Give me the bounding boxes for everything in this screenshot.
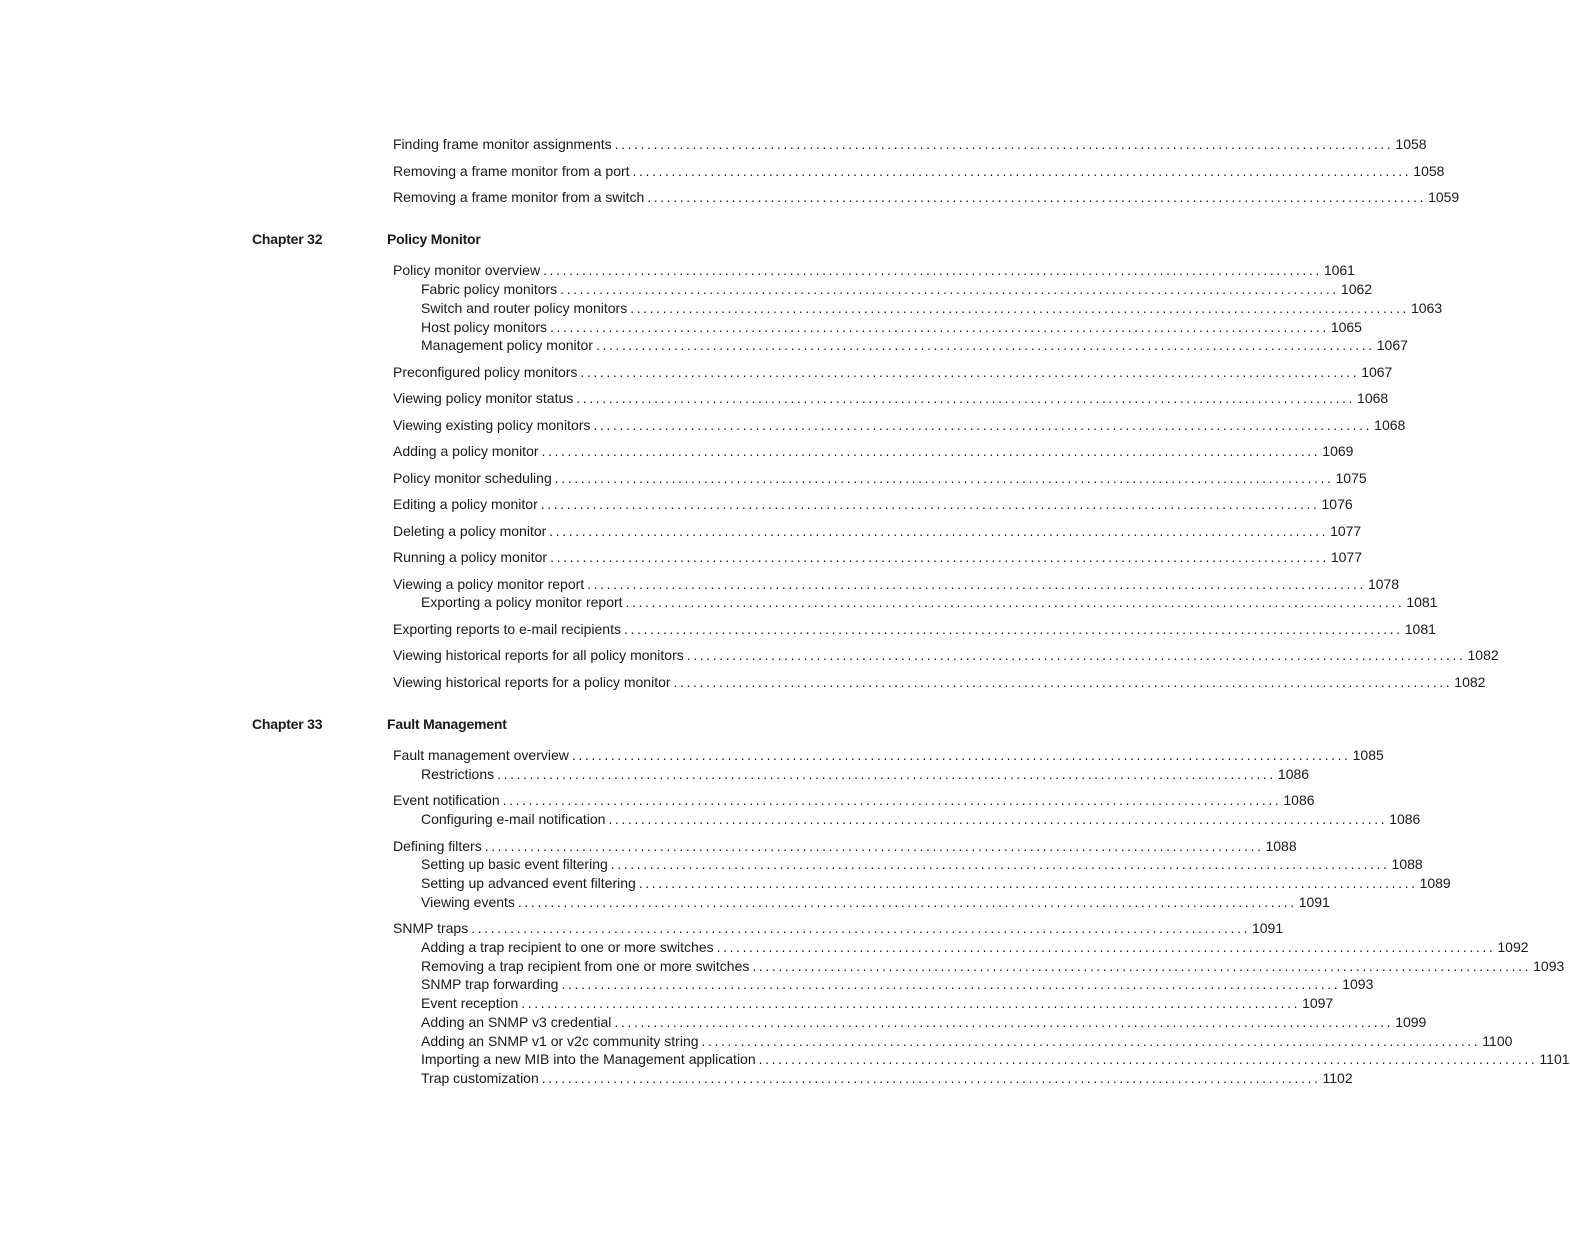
toc-entry-page: 1086 xyxy=(1389,811,1421,827)
toc-entry-title: SNMP trap forwarding xyxy=(421,976,559,992)
chapter-heading xyxy=(252,231,852,251)
toc-subentry[interactable] xyxy=(421,975,1374,993)
toc-leader-dots: ........................................................................................................................ xyxy=(608,811,1388,827)
toc-subentry[interactable] xyxy=(421,1050,1570,1068)
toc-subentry[interactable] xyxy=(421,1013,1427,1031)
toc-entry-page: 1076 xyxy=(1321,496,1353,512)
toc-leader-dots: ........................................................................................................................ xyxy=(752,958,1532,974)
toc-entry-page: 1088 xyxy=(1265,838,1297,854)
toc-entry-page: 1088 xyxy=(1391,856,1423,872)
toc-entry[interactable] xyxy=(393,646,1499,664)
toc-entry-title: Setting up advanced event filtering xyxy=(421,875,636,891)
toc-entry-title: Adding an SNMP v1 or v2c community string xyxy=(421,1033,699,1049)
toc-entry[interactable] xyxy=(393,442,1354,460)
toc-leader-dots: ........................................................................................................................ xyxy=(758,1051,1538,1067)
toc-entry-title: Restrictions xyxy=(421,766,495,782)
toc-entry-page: 1091 xyxy=(1298,894,1330,910)
toc-entry-title: Viewing existing policy monitors xyxy=(393,417,591,433)
toc-entry-page: 1059 xyxy=(1428,189,1460,205)
toc-leader-dots: ........................................................................................................................ xyxy=(630,300,1409,316)
toc-leader-dots: ........................................................................................................................ xyxy=(595,337,1375,353)
toc-entry[interactable] xyxy=(393,837,1297,855)
toc-entry-page: 1089 xyxy=(1419,875,1451,891)
toc-leader-dots: ........................................................................................................................ xyxy=(541,443,1321,459)
toc-entry-page: 1065 xyxy=(1330,319,1362,335)
toc-entry-page: 1092 xyxy=(1497,939,1529,955)
chapter-title: Policy Monitor xyxy=(387,231,481,247)
toc-entry-page: 1091 xyxy=(1251,920,1284,936)
toc-entry-title: Fault management overview xyxy=(393,747,569,763)
toc-leader-dots: ........................................................................................................................ xyxy=(647,189,1427,205)
toc-entry-title: Switch and router policy monitors xyxy=(421,300,628,316)
toc-entry-page: 1062 xyxy=(1340,281,1373,297)
toc-leader-dots: ........................................................................................................................ xyxy=(541,1070,1321,1086)
toc-entry-page: 1100 xyxy=(1482,1033,1513,1049)
toc-leader-dots: ........................................................................................................................ xyxy=(561,976,1341,992)
chapter-number: Chapter 32 xyxy=(252,231,323,247)
toc-entry[interactable] xyxy=(393,188,1460,206)
toc-leader-dots: ........................................................................................................................ xyxy=(716,939,1496,955)
toc-entry-title: Adding a trap recipient to one or more switches xyxy=(421,939,714,955)
toc-entry-title: Importing a new MIB into the Management application xyxy=(421,1051,756,1067)
toc-leader-dots: ........................................................................................................................ xyxy=(610,856,1390,872)
toc-entry-page: 1068 xyxy=(1357,390,1389,406)
toc-subentry[interactable] xyxy=(421,280,1373,298)
toc-entry-page: 1077 xyxy=(1330,523,1362,539)
toc-leader-dots: ........................................................................................................................ xyxy=(638,875,1418,891)
toc-leader-dots: ........................................................................................................................ xyxy=(560,281,1339,297)
toc-entry-title: Removing a trap recipient from one or more switches xyxy=(421,958,750,974)
toc-leader-dots: ........................................................................................................................ xyxy=(521,995,1301,1011)
toc-leader-dots: ........................................................................................................................ xyxy=(471,920,1250,936)
toc-entry-page: 1058 xyxy=(1395,136,1427,152)
toc-entry-title: Management policy monitor xyxy=(421,337,593,353)
toc-leader-dots: ........................................................................................................................ xyxy=(673,674,1453,690)
toc-subentry[interactable] xyxy=(421,855,1423,873)
toc-entry-page: 1061 xyxy=(1323,262,1355,278)
toc-subentry[interactable] xyxy=(421,938,1529,956)
toc-subentry[interactable] xyxy=(421,318,1362,336)
chapter-heading xyxy=(252,716,852,736)
toc-entry-title: Exporting reports to e-mail recipients xyxy=(393,621,621,637)
toc-leader-dots: ........................................................................................................................ xyxy=(571,747,1351,763)
toc-subentry[interactable] xyxy=(421,893,1330,911)
toc-subentry[interactable] xyxy=(421,593,1438,611)
toc-entry-title: Removing a frame monitor from a switch xyxy=(393,189,645,205)
toc-entry-page: 1081 xyxy=(1406,594,1438,610)
toc-entry-page: 1085 xyxy=(1352,747,1384,763)
toc-entry-title: Policy monitor overview xyxy=(393,262,541,278)
toc-leader-dots: ........................................................................................................................ xyxy=(593,417,1373,433)
toc-entry-title: Adding an SNMP v3 credential xyxy=(421,1014,612,1030)
toc-entry-title: Setting up basic event filtering xyxy=(421,856,608,872)
toc-entry-title: Viewing historical reports for a policy monitor xyxy=(393,674,671,690)
toc-entry[interactable] xyxy=(393,389,1389,407)
toc-entry-page: 1077 xyxy=(1330,549,1363,565)
toc-entry[interactable] xyxy=(393,575,1400,593)
toc-entry[interactable] xyxy=(393,495,1353,513)
toc-entry-title: Removing a frame monitor from a port xyxy=(393,163,630,179)
toc-entry-title: Defining filters xyxy=(393,838,482,854)
toc-entry[interactable] xyxy=(393,746,1384,764)
toc-entry-title: Trap customization xyxy=(421,1070,539,1086)
toc-entry-page: 1099 xyxy=(1395,1014,1427,1030)
toc-subentry[interactable] xyxy=(421,810,1421,828)
toc-entry-title: Viewing policy monitor status xyxy=(393,390,574,406)
toc-leader-dots: ........................................................................................................................ xyxy=(587,576,1366,592)
toc-leader-dots: ........................................................................................................................ xyxy=(686,647,1466,663)
toc-subentry[interactable] xyxy=(421,874,1451,892)
toc-entry-page: 1067 xyxy=(1361,364,1393,380)
toc-entry[interactable] xyxy=(393,791,1315,809)
toc-entry-title: Viewing events xyxy=(421,894,515,910)
toc-entry[interactable] xyxy=(393,620,1436,638)
toc-leader-dots: ........................................................................................................................ xyxy=(614,1014,1394,1030)
toc-leader-dots: ........................................................................................................................ xyxy=(632,163,1412,179)
toc-entry-title: Configuring e-mail notification xyxy=(421,811,606,827)
toc-leader-dots: ........................................................................................................................ xyxy=(497,766,1276,782)
toc-subentry[interactable] xyxy=(421,1032,1513,1050)
toc-leader-dots: ........................................................................................................................ xyxy=(502,792,1282,808)
toc-entry-page: 1082 xyxy=(1467,647,1499,663)
toc-entry-page: 1102 xyxy=(1322,1070,1353,1086)
toc-leader-dots: ........................................................................................................................ xyxy=(517,894,1297,910)
toc-entry-page: 1093 xyxy=(1342,976,1374,992)
toc-entry[interactable] xyxy=(393,261,1355,279)
toc-subentry[interactable] xyxy=(421,957,1565,975)
toc-entry[interactable] xyxy=(393,919,1284,937)
toc-entry[interactable] xyxy=(393,469,1367,487)
toc-entry[interactable] xyxy=(393,416,1406,434)
toc-entry-page: 1078 xyxy=(1367,576,1400,592)
toc-entry[interactable] xyxy=(393,673,1486,691)
toc-leader-dots: ........................................................................................................................ xyxy=(550,319,1329,335)
toc-entry-title: Running a policy monitor xyxy=(393,549,548,565)
toc-leader-dots: ........................................................................................................................ xyxy=(550,549,1329,565)
toc-leader-dots: ........................................................................................................................ xyxy=(554,470,1334,486)
toc-entry-page: 1093 xyxy=(1533,958,1565,974)
toc-entry-title: Deleting a policy monitor xyxy=(393,523,547,539)
toc-leader-dots: ........................................................................................................................ xyxy=(580,364,1360,380)
toc-leader-dots: ........................................................................................................................ xyxy=(549,523,1329,539)
toc-entry-page: 1086 xyxy=(1283,792,1315,808)
toc-entry-title: Event notification xyxy=(393,792,500,808)
toc-leader-dots: ........................................................................................................................ xyxy=(625,594,1405,610)
toc-subentry[interactable] xyxy=(421,765,1310,783)
toc-entry-page: 1075 xyxy=(1335,470,1367,486)
toc-entry-page: 1068 xyxy=(1374,417,1406,433)
toc-entry-page: 1082 xyxy=(1454,674,1486,690)
toc-leader-dots: ........................................................................................................................ xyxy=(540,496,1320,512)
toc-entry-page: 1097 xyxy=(1302,995,1334,1011)
toc-entry-title: Host policy monitors xyxy=(421,319,548,335)
toc-entry-title: Adding a policy monitor xyxy=(393,443,539,459)
toc-leader-dots: ........................................................................................................................ xyxy=(543,262,1322,278)
toc-entry-title: SNMP traps xyxy=(393,920,469,936)
toc-entry-page: 1081 xyxy=(1404,621,1436,637)
toc-entry[interactable] xyxy=(393,522,1362,540)
toc-entry-title: Event reception xyxy=(421,995,519,1011)
toc-leader-dots: ........................................................................................................................ xyxy=(701,1033,1481,1049)
toc-entry-page: 1063 xyxy=(1410,300,1443,316)
toc-entry[interactable] xyxy=(393,135,1427,153)
toc-subentry[interactable] xyxy=(421,994,1334,1012)
toc-entry-title: Viewing historical reports for all policy monitors xyxy=(393,647,684,663)
toc-entry-title: Exporting a policy monitor report xyxy=(421,594,623,610)
toc-entry-title: Fabric policy monitors xyxy=(421,281,558,297)
toc-entry-page: 1101 xyxy=(1539,1051,1570,1067)
toc-entry-page: 1069 xyxy=(1322,443,1354,459)
toc-subentry[interactable] xyxy=(421,1069,1353,1087)
toc-entry[interactable] xyxy=(393,162,1445,180)
chapter-number: Chapter 33 xyxy=(252,716,323,732)
chapter-title: Fault Management xyxy=(387,716,507,732)
toc-entry-page: 1067 xyxy=(1376,337,1408,353)
toc-subentry[interactable] xyxy=(421,336,1408,354)
toc-entry[interactable] xyxy=(393,548,1363,566)
toc-leader-dots: ........................................................................................................................ xyxy=(614,136,1394,152)
toc-entry-title: Editing a policy monitor xyxy=(393,496,538,512)
toc-leader-dots: ........................................................................................................................ xyxy=(576,390,1356,406)
toc-entry-title: Policy monitor scheduling xyxy=(393,470,552,486)
toc-entry-title: Finding frame monitor assignments xyxy=(393,136,612,152)
toc-entry-page: 1086 xyxy=(1277,766,1310,782)
toc-entry-page: 1058 xyxy=(1413,163,1445,179)
toc-entry-title: Viewing a policy monitor report xyxy=(393,576,585,592)
toc-entry-title: Preconfigured policy monitors xyxy=(393,364,578,380)
toc-leader-dots: ........................................................................................................................ xyxy=(484,838,1264,854)
toc-leader-dots: ........................................................................................................................ xyxy=(624,621,1403,637)
toc-entry[interactable] xyxy=(393,363,1393,381)
toc-subentry[interactable] xyxy=(421,299,1443,317)
